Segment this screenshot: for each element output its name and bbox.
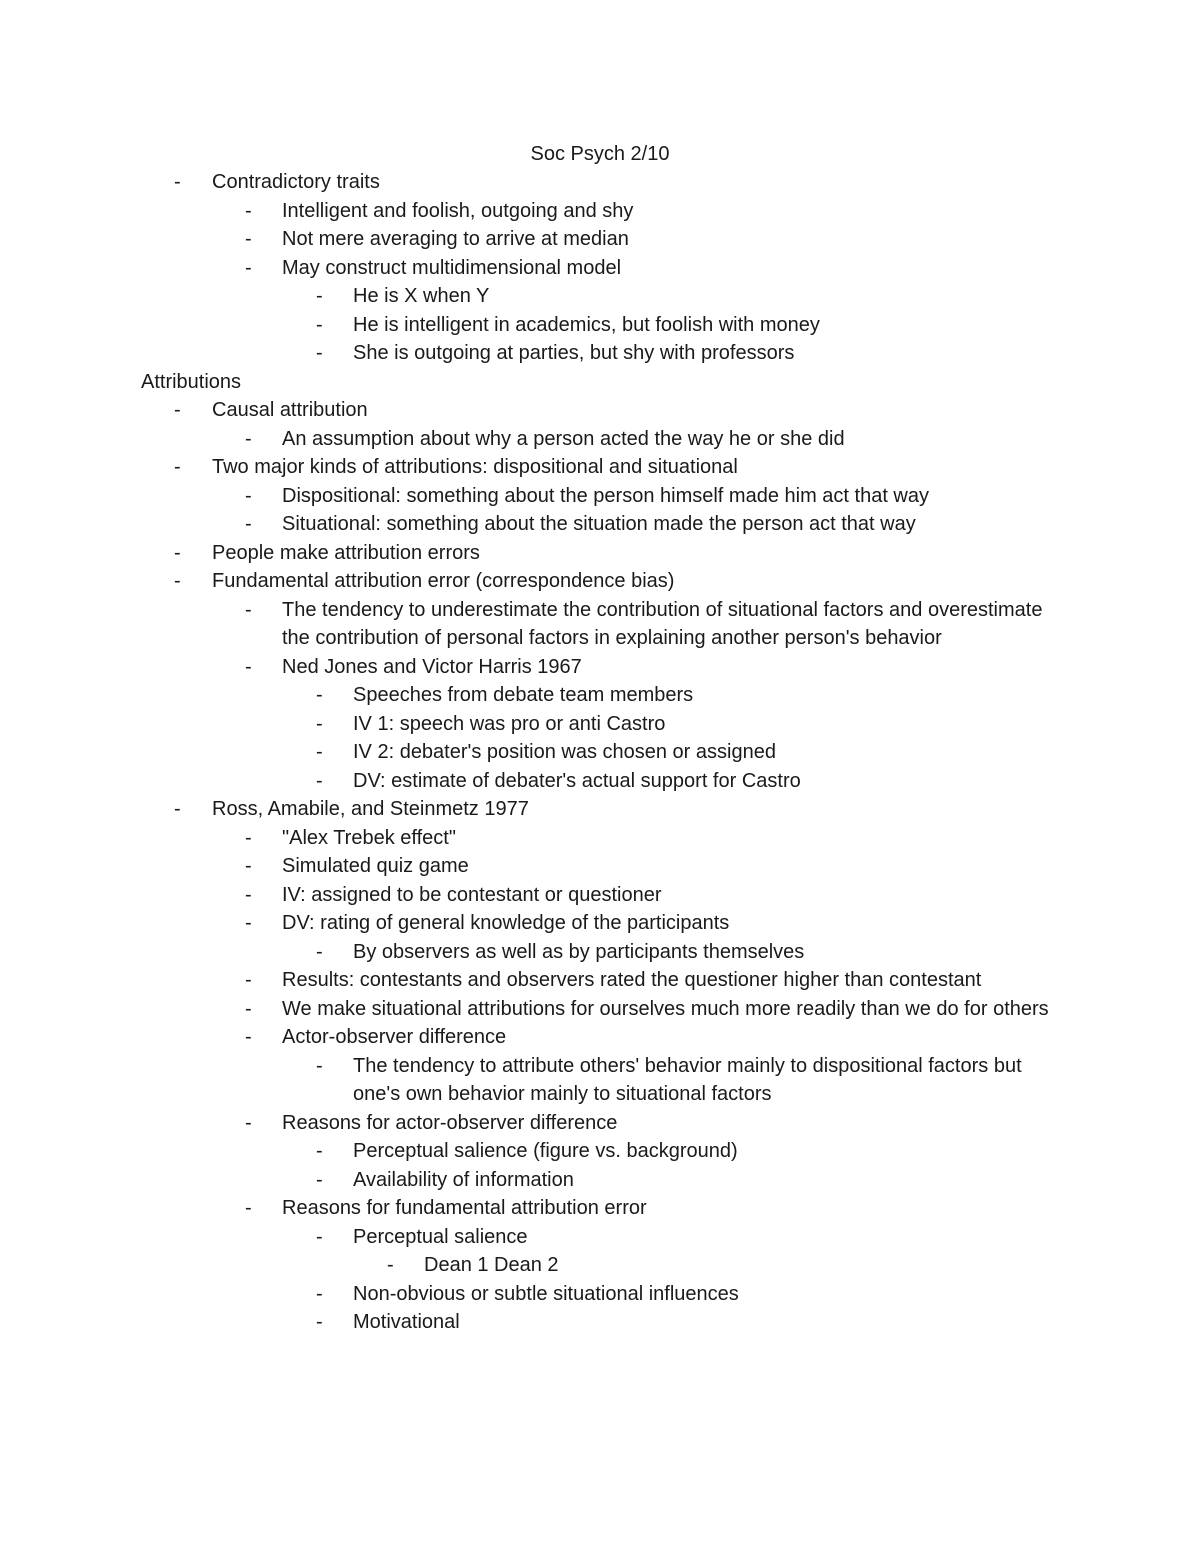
list-item-text: By observers as well as by participants themselves: [353, 940, 805, 963]
list-item-text: He is X when Y: [353, 285, 490, 307]
list-item-text: Two major kinds of attributions: dispositional and situational: [212, 456, 738, 478]
list-item: [0, 510, 1200, 539]
list-item-text: Dispositional: something about the person himself made him act that way: [282, 484, 930, 507]
list-item-text: Situational: something about the situation made the person act that way: [282, 513, 916, 535]
list-item: [0, 539, 1200, 568]
list-item: [0, 311, 1200, 340]
list-item: [0, 767, 1200, 796]
bullet-dash: -: [245, 1026, 252, 1048]
list-item-text: Fundamental attribution error (correspondence bias): [212, 570, 675, 592]
bullet-dash: -: [316, 684, 323, 706]
bullet-dash: -: [245, 598, 252, 621]
bullet-dash: -: [174, 399, 181, 421]
list-item: [0, 1251, 1200, 1280]
list-item-text: The tendency to underestimate the contribution of situational factors and overestimate the contribution of personal factors in explaining another person's behavior: [282, 598, 1043, 649]
list-item-text: Simulated quiz game: [282, 855, 469, 877]
bullet-dash: -: [245, 228, 252, 250]
bullet-dash: -: [174, 798, 181, 820]
bullet-dash: -: [174, 171, 181, 193]
list-item-text: Perceptual salience (figure vs. background): [353, 1140, 738, 1162]
list-item-text: Ned Jones and Victor Harris 1967: [282, 655, 582, 678]
list-item: [0, 453, 1200, 482]
list-item-text: She is outgoing at parties, but shy with professors: [353, 342, 795, 364]
document-title: Soc Psych 2/10: [530, 143, 670, 165]
list-item: [0, 881, 1200, 910]
bullet-dash: -: [245, 484, 252, 507]
list-item: [0, 1223, 1200, 1252]
list-item: [0, 1052, 1200, 1109]
list-item-text: DV: rating of general knowledge of the participants: [282, 912, 730, 934]
notes-outline: [0, 168, 1200, 1337]
list-item-text: Ross, Amabile, and Steinmetz 1977: [212, 798, 529, 820]
list-item: [0, 995, 1200, 1024]
list-item: [0, 225, 1200, 254]
list-item: [0, 396, 1200, 425]
bullet-dash: -: [245, 655, 252, 678]
list-item-text: Contradictory traits: [212, 171, 380, 193]
section-heading-text: Attributions: [141, 370, 242, 393]
list-item: [0, 681, 1200, 710]
list-item-text: "Alex Trebek effect": [282, 826, 456, 849]
list-item: [0, 425, 1200, 454]
list-item-text: Availability of information: [353, 1168, 574, 1191]
list-item-text: DV: estimate of debater's actual support for Castro: [353, 769, 801, 792]
bullet-dash: -: [316, 313, 323, 336]
list-item: [0, 1308, 1200, 1337]
bullet-dash: -: [316, 1225, 323, 1248]
bullet-dash: -: [316, 1282, 323, 1305]
bullet-dash: -: [316, 285, 323, 307]
list-item: [0, 1166, 1200, 1195]
list-item-text: Dean 1 Dean 2: [424, 1254, 559, 1276]
list-item-text: Speeches from debate team members: [353, 684, 694, 706]
list-item-text: Results: contestants and observers rated the questioner higher than contestant: [282, 969, 982, 991]
list-item: [0, 852, 1200, 881]
bullet-dash: -: [316, 940, 323, 963]
list-item-text: May construct multidimensional model: [282, 256, 622, 279]
bullet-dash: -: [245, 997, 252, 1020]
bullet-dash: -: [316, 342, 323, 364]
list-item-text: Perceptual salience: [353, 1225, 528, 1248]
bullet-dash: -: [316, 1054, 323, 1077]
list-item: [0, 1194, 1200, 1223]
bullet-dash: -: [245, 912, 252, 934]
bullet-dash: -: [174, 456, 181, 478]
list-item-text: He is intelligent in academics, but foolish with money: [353, 313, 820, 336]
bullet-dash: -: [245, 427, 252, 450]
list-item: [0, 482, 1200, 511]
bullet-dash: -: [316, 1168, 323, 1191]
list-item: [0, 1137, 1200, 1166]
list-item: [0, 795, 1200, 824]
list-item-text: Intelligent and foolish, outgoing and shy: [282, 199, 634, 222]
bullet-dash: -: [245, 1197, 252, 1219]
bullet-dash: -: [245, 969, 252, 991]
bullet-dash: -: [245, 256, 252, 279]
list-item: [0, 596, 1200, 653]
list-item-text: Motivational: [353, 1311, 460, 1333]
bullet-dash: -: [245, 513, 252, 535]
bullet-dash: -: [245, 826, 252, 849]
list-item-text: We make situational attributions for ourselves much more readily than we do for others: [282, 997, 1049, 1020]
list-item: [0, 1109, 1200, 1138]
list-item-text: An assumption about why a person acted the way he or she did: [282, 427, 845, 450]
list-item-text: Non-obvious or subtle situational influences: [353, 1282, 739, 1305]
list-item: [0, 824, 1200, 853]
list-item: [0, 168, 1200, 197]
list-item: [0, 197, 1200, 226]
list-item: [0, 567, 1200, 596]
list-item-text: Not mere averaging to arrive at median: [282, 228, 629, 250]
list-item-text: Causal attribution: [212, 399, 368, 421]
bullet-dash: -: [316, 712, 323, 735]
bullet-dash: -: [245, 855, 252, 877]
list-item-text: IV 1: speech was pro or anti Castro: [353, 712, 666, 735]
bullet-dash: -: [316, 1311, 323, 1333]
list-item-text: Reasons for fundamental attribution error: [282, 1197, 647, 1219]
bullet-dash: -: [316, 741, 323, 763]
list-item-text: IV 2: debater's position was chosen or assigned: [353, 741, 776, 763]
list-item: [0, 1280, 1200, 1309]
bullet-dash: -: [174, 570, 181, 592]
list-item: [0, 339, 1200, 368]
list-item: [0, 966, 1200, 995]
list-item: [0, 254, 1200, 283]
list-item: [0, 710, 1200, 739]
list-item-text: People make attribution errors: [212, 541, 480, 564]
section-heading: [0, 368, 1200, 397]
list-item: [0, 909, 1200, 938]
list-item-text: The tendency to attribute others' behavior mainly to dispositional factors but one's own behavior mainly to situational factors: [353, 1054, 1022, 1105]
list-item: [0, 1023, 1200, 1052]
list-item-text: Actor-observer difference: [282, 1026, 507, 1048]
list-item: [0, 653, 1200, 682]
bullet-dash: -: [245, 883, 252, 906]
bullet-dash: -: [316, 769, 323, 792]
list-item-text: Reasons for actor-observer difference: [282, 1111, 618, 1134]
bullet-dash: -: [316, 1140, 323, 1162]
list-item: [0, 938, 1200, 967]
list-item: [0, 738, 1200, 767]
list-item: [0, 282, 1200, 311]
bullet-dash: -: [245, 199, 252, 222]
bullet-dash: -: [387, 1254, 394, 1276]
bullet-dash: -: [174, 541, 181, 564]
bullet-dash: -: [245, 1111, 252, 1134]
list-item-text: IV: assigned to be contestant or questioner: [282, 883, 662, 906]
